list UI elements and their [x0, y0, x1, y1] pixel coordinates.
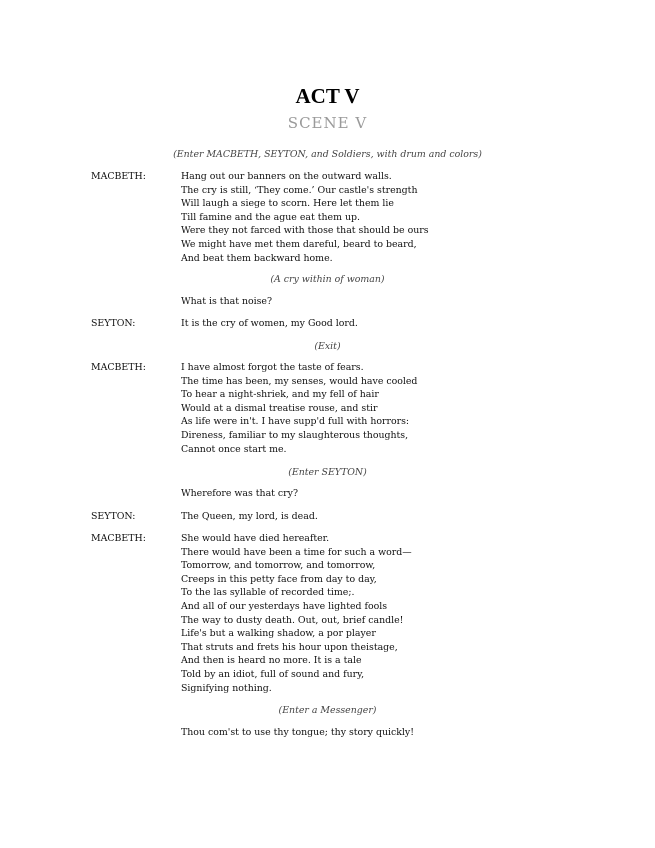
stage-direction-text: (Exit) [314, 341, 341, 352]
verse-line: The cry is still, ‘They come.’ Our castle's strength [181, 184, 418, 196]
stage-direction-text: (Enter SEYTON) [288, 467, 367, 478]
verse-line: The way to dusty death. Out, out, brief candle! [181, 614, 404, 626]
act-title: ACT V [295, 84, 360, 108]
speech-lines [181, 170, 429, 265]
speaker-name: MACBETH: [91, 362, 146, 373]
verse-line: Were they not farced with those that should be ours [181, 225, 429, 237]
verse-line: What is that noise? [181, 296, 273, 307]
verse-line: To hear a night-shriek, and my fell of hair [181, 389, 379, 401]
verse-line: Told by an idiot, full of sound and fury, [181, 668, 365, 680]
verse-line: We might have met them dareful, beard to beard, [181, 238, 417, 250]
verse-line: Life's but a walking shadow, a por player [181, 628, 376, 640]
verse-line: As life were in't. I have supp'd full with horrors: [181, 416, 410, 428]
stage-direction [0, 704, 655, 718]
stage-direction-text: (Enter MACBETH, SEYTON, and Soldiers, with drum and colors) [173, 149, 482, 160]
verse-line: The time has been, my senses, would have cooled [181, 375, 418, 387]
verse-line: To the las syllable of recorded time;. [181, 587, 355, 599]
verse-line: Would at a dismal treatise rouse, and stir [181, 402, 378, 414]
verse-line: She would have died hereafter. [181, 533, 330, 544]
verse-line: And beat them backward home. [181, 252, 333, 264]
verse-line: That struts and frets his hour upon theistage, [181, 641, 398, 653]
verse-line: Tomorrow, and tomorrow, and tomorrow, [181, 560, 376, 572]
speech-lines [181, 726, 414, 740]
verse-line: And then is heard no more. It is a tale [181, 655, 362, 667]
speech-lines [181, 317, 358, 331]
stage-direction [0, 340, 655, 354]
speech-lines [181, 487, 298, 501]
stage-direction-text: (A cry within of woman) [270, 274, 385, 285]
stage-direction [0, 148, 655, 162]
stage-direction [0, 466, 655, 480]
verse-line: I have almost forgot the taste of fears. [181, 362, 364, 373]
verse-line: Wherefore was that cry? [181, 488, 298, 499]
verse-line: There would have been a time for such a word— [181, 546, 412, 558]
verse-line: The Queen, my lord, is dead. [181, 511, 318, 522]
speech-lines [181, 361, 417, 456]
verse-line: Direness, familiar to my slaughterous thoughts, [181, 429, 409, 441]
speaker-name: SEYTON: [91, 318, 136, 329]
speech-lines [181, 532, 412, 695]
verse-line: Hang out our banners on the outward walls. [181, 171, 392, 182]
stage-direction [0, 273, 655, 287]
speaker-name: MACBETH: [91, 171, 146, 182]
speaker-name: SEYTON: [91, 511, 136, 522]
verse-line: Creeps in this petty face from day to day, [181, 573, 377, 585]
verse-line: Thou com'st to use thy tongue; thy story quickly! [181, 727, 414, 738]
verse-line: Cannot once start me. [181, 443, 287, 455]
scene-title: SCENE V [287, 114, 368, 132]
verse-line: Signifying nothing. [181, 682, 272, 694]
verse-line: And all of our yesterdays have lighted fools [181, 600, 388, 612]
speech-lines [181, 510, 318, 524]
verse-line: It is the cry of women, my Good lord. [181, 318, 358, 329]
speaker-name: MACBETH: [91, 533, 146, 544]
verse-line: Will laugh a siege to scorn. Here let them lie [181, 198, 394, 210]
verse-line: Till famine and the ague eat them up. [181, 211, 360, 223]
speech-lines [181, 295, 272, 309]
stage-direction-text: (Enter a Messenger) [278, 705, 377, 716]
